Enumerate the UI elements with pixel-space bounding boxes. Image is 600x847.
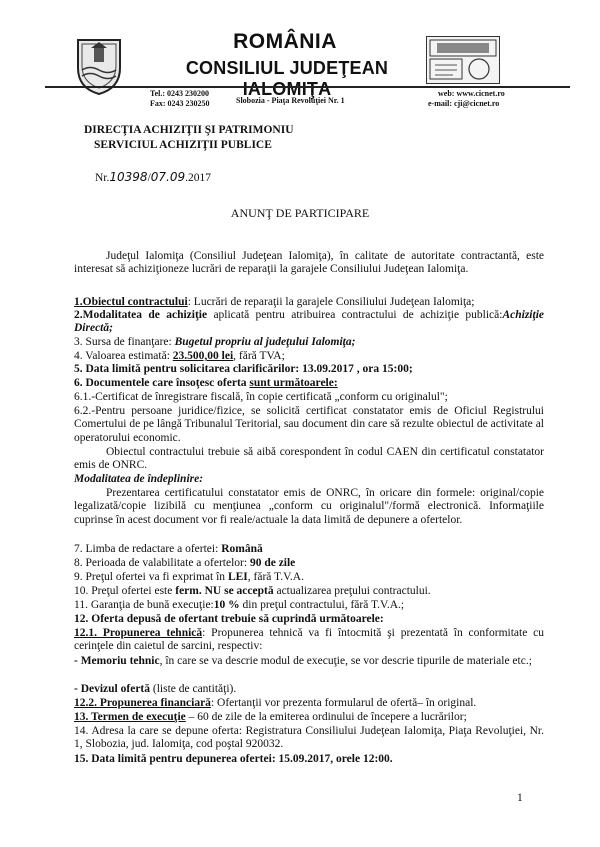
item-15: 15. Data limită pentru depunerea ofertei: 15.09.2017, orele 12:00. (74, 753, 393, 765)
service-name: SERVICIUL ACHIZIŢII PUBLICE (94, 139, 272, 151)
header-fax: Fax: 0243 230250 (150, 99, 210, 108)
item-5: 5. Data limită pentru solicitarea clarificărilor: 13.09.2017 , ora 15:00; (74, 363, 413, 375)
header-country: ROMÂNIA (233, 30, 337, 53)
item-10: 10. Preţul ofertei este ferm. NU se acceptă actualizarea preţului contractului. (74, 585, 431, 597)
header-divider (45, 86, 570, 88)
item-6: 6. Documentele care însoţesc oferta sunt următoarele: (74, 377, 338, 389)
header-email: e-mail: cji@cicnet.ro (428, 99, 500, 108)
memoriu-tehnic: - Memoriu tehnic, în care se va descrie modul de execuţie, se vor descrie tipurile de materiale etc.; (74, 655, 532, 667)
caen-paragraph: Obiectul contractului trebuie să aibă corespondent în codul CAEN din certificatul constatator emis de ONRC. (74, 446, 544, 472)
intro-paragraph: Judeţul Ialomiţa (Consiliul Judeţean Ialomiţa), în calitate de autoritate contractantă, este interesat să achiziţioneze lucrări de reparaţii la garajele Consiliului Judeţean Ialomiţa. (74, 250, 544, 276)
item-4: 4. Valoarea estimată: 23.500,00 lei, fără TVA; (74, 350, 285, 362)
item-14: 14. Adresa la care se depune oferta: Registratura Consiliului Judeţean Ialomiţa, Piaţa Revoluţiei, Nr. 1, Slobozia, jud. Ialomiţa, cod poştal 920032. (74, 725, 544, 751)
item-1: 1.Obiectul contractului: Lucrări de reparaţii la garajele Consiliului Judeţean Ialomiţa; (74, 296, 475, 308)
modalitate-paragraph: Prezentarea certificatului constatator emis de ONRC, în oricare din formele: original/copie legalizată/copie lizibilă cu menţiunea „conform cu originalul"/formă electronică. Informaţiile cuprinse în acest document vor fi reale/actuale la data limită de depunere a ofertelor. (74, 487, 544, 526)
header-tel: Tel.: 0243 230200 (150, 89, 210, 98)
item-12: 12. Oferta depusă de ofertant trebuie să cuprindă următoarele: (74, 613, 384, 625)
header-web: web: www.cicnet.ro (438, 89, 505, 98)
quality-certification-logo (426, 36, 500, 84)
item-2: 2.Modalitatea de achiziţie aplicată pentru atribuirea contractului de achiziţie publică:Achiziţie Directă; (74, 309, 544, 335)
item-12-2: 12.2. Propunerea financiară: Ofertanţii vor prezenta formularul de ofertă– în original. (74, 697, 477, 709)
item-13: 13. Termen de execuţie – 60 de zile de la emiterea ordinului de începere a lucrărilor; (74, 711, 467, 723)
item-11: 11. Garanţia de bună execuţie:10 % din preţul contractului, fără T.V.A.; (74, 599, 405, 611)
devizul-oferta: - Devizul ofertă (liste de cantităţi). (74, 683, 237, 695)
header-council-name: CONSILIUL JUDEŢEAN IALOMIŢA (185, 58, 389, 99)
item-6-2: 6.2.-Pentru persoane juridice/fizice, se solicită certificat constatator emis de Oficiul Registrului Comertului de pe lângă Tribunalul Teritorial, sau document din care să rezulte obiectul de activitate al operatorului economic. (74, 405, 544, 444)
registration-number: Nr.10398/07.09.2017 (95, 170, 211, 184)
page-number: 1 (517, 792, 523, 804)
modalitate-label: Modalitatea de îndeplinire: (74, 473, 204, 485)
department-name: DIRECŢIA ACHIZIŢII ŞI PATRIMONIU (84, 124, 294, 136)
item-6-1: 6.1.-Certificat de înregistrare fiscală, în copie certificată „conform cu originalul"; (74, 391, 448, 403)
item-8: 8. Perioada de valabilitate a ofertelor: 90 de zile (74, 557, 296, 569)
document-title: ANUNŢ DE PARTICIPARE (230, 206, 370, 220)
item-3: 3. Sursa de finanţare: Bugetul propriu al judeţului Ialomiţa; (74, 336, 356, 348)
item-9: 9. Preţul ofertei va fi exprimat în LEI, fără T.V.A. (74, 571, 304, 583)
item-12-1: 12.1. Propunerea tehnică: Propunerea tehnică va fi întocmită şi prezentată în conformitate cu cerinţele din caietul de sarcini, respectiv: (74, 627, 544, 653)
header-address: Slobozia - Piaţa Revoluţiei Nr. 1 (236, 96, 345, 105)
item-7: 7. Limba de redactare a ofertei: Română (74, 543, 263, 555)
